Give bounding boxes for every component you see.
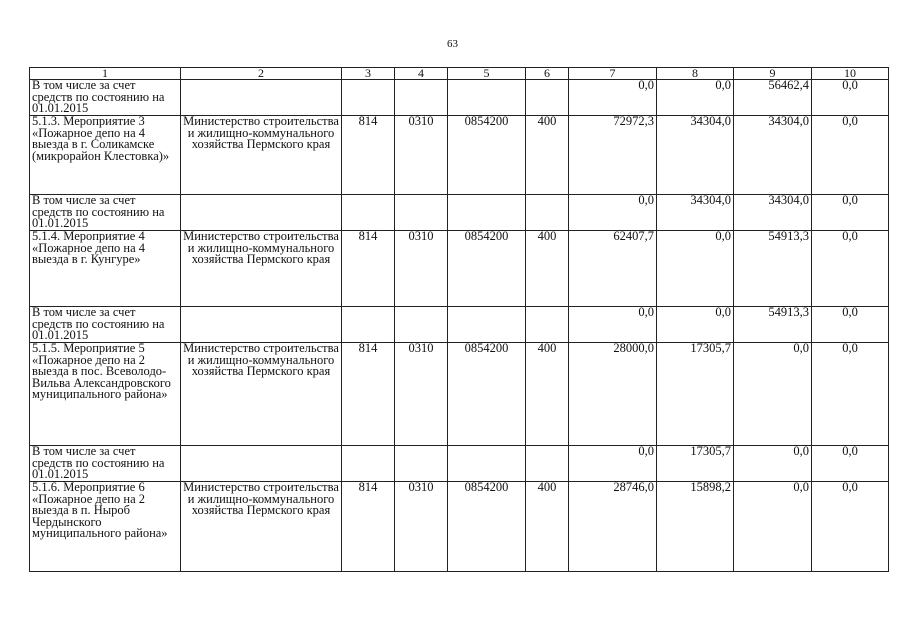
row-col-3: 814 [342,116,395,195]
column-header-3: 3 [342,68,395,80]
row-col-8: 17305,7 [657,343,734,446]
row-col-7: 28000,0 [569,343,657,446]
column-header-2: 2 [181,68,342,80]
budget-table [29,67,889,572]
table-row-measure-6 [30,482,889,572]
row-col-6 [526,446,569,482]
row-col-6: 400 [526,343,569,446]
row-col-5 [448,446,526,482]
row-col-5: 0854200 [448,116,526,195]
row-col-4 [395,195,448,231]
row-col-10: 0,0 [812,116,889,195]
row-col-4 [395,80,448,116]
row-col-9: 54913,3 [734,231,812,307]
column-header-8: 8 [657,68,734,80]
row-col-3 [342,446,395,482]
column-header-7: 7 [569,68,657,80]
column-header-10: 10 [812,68,889,80]
table-row-funding-note [30,446,889,482]
row-description: В том числе за счет средств по состоянию на 01.01.2015 [30,195,181,231]
row-col-5 [448,307,526,343]
row-col-8: 0,0 [657,231,734,307]
row-col-8: 15898,2 [657,482,734,572]
row-col-9: 0,0 [734,343,812,446]
row-col-5 [448,80,526,116]
row-col-8: 34304,0 [657,116,734,195]
table-row-measure-5 [30,343,889,446]
row-col-10: 0,0 [812,446,889,482]
row-col-4: 0310 [395,482,448,572]
row-description: 5.1.3. Мероприятие 3 «Пожарное депо на 4 выезда в г. Соликамске (микрорайон Клестовка)» [30,116,181,195]
row-col-9: 56462,4 [734,80,812,116]
row-description: В том числе за счет средств по состоянию на 01.01.2015 [30,446,181,482]
header-row [30,68,889,80]
row-description: 5.1.5. Мероприятие 5 «Пожарное депо на 2 выезда в пос. Всеволодо-Вильва Александровского муниципального района» [30,343,181,446]
row-col-3 [342,80,395,116]
row-executor: Министерство строительства и жилищно-коммунального хозяйства Пермского края [181,482,342,572]
row-executor: Министерство строительства и жилищно-коммунального хозяйства Пермского края [181,231,342,307]
row-col-3: 814 [342,343,395,446]
row-col-6: 400 [526,116,569,195]
row-description: 5.1.6. Мероприятие 6 «Пожарное депо на 2 выезда в п. Ныроб Чердынского муниципального района» [30,482,181,572]
row-col-10: 0,0 [812,195,889,231]
row-col-4 [395,446,448,482]
row-col-5: 0854200 [448,343,526,446]
row-executor [181,80,342,116]
row-col-3: 814 [342,482,395,572]
row-col-7: 0,0 [569,195,657,231]
row-col-8: 34304,0 [657,195,734,231]
page-number: 63 [447,38,458,50]
row-description: В том числе за счет средств по состоянию на 01.01.2015 [30,307,181,343]
row-col-10: 0,0 [812,80,889,116]
row-col-6: 400 [526,482,569,572]
row-col-7: 28746,0 [569,482,657,572]
row-description: 5.1.4. Мероприятие 4 «Пожарное депо на 4 выезда в г. Кунгуре» [30,231,181,307]
row-executor: Министерство строительства и жилищно-коммунального хозяйства Пермского края [181,343,342,446]
row-executor [181,307,342,343]
row-col-7: 0,0 [569,446,657,482]
row-col-3 [342,307,395,343]
row-executor [181,195,342,231]
row-col-6: 400 [526,231,569,307]
row-executor [181,446,342,482]
column-header-9: 9 [734,68,812,80]
row-col-9: 34304,0 [734,116,812,195]
row-col-4: 0310 [395,231,448,307]
table-row-funding-note [30,195,889,231]
row-col-5: 0854200 [448,231,526,307]
table-row-funding-note [30,307,889,343]
row-col-8: 0,0 [657,80,734,116]
row-col-10: 0,0 [812,482,889,572]
column-header-5: 5 [448,68,526,80]
row-col-7: 72972,3 [569,116,657,195]
row-col-6 [526,195,569,231]
table-row-measure-3 [30,116,889,195]
column-header-1: 1 [30,68,181,80]
row-col-5: 0854200 [448,482,526,572]
row-description: В том числе за счет средств по состоянию на 01.01.2015 [30,80,181,116]
row-col-4 [395,307,448,343]
row-col-8: 0,0 [657,307,734,343]
row-col-7: 0,0 [569,80,657,116]
table-row-funding-note [30,80,889,116]
row-col-9: 54913,3 [734,307,812,343]
column-header-4: 4 [395,68,448,80]
row-col-10: 0,0 [812,343,889,446]
column-header-6: 6 [526,68,569,80]
row-col-4: 0310 [395,116,448,195]
row-col-10: 0,0 [812,307,889,343]
row-col-3: 814 [342,231,395,307]
row-col-6 [526,307,569,343]
table-row-measure-4 [30,231,889,307]
row-col-9: 0,0 [734,446,812,482]
row-col-7: 0,0 [569,307,657,343]
row-col-8: 17305,7 [657,446,734,482]
row-col-9: 0,0 [734,482,812,572]
row-col-9: 34304,0 [734,195,812,231]
row-col-7: 62407,7 [569,231,657,307]
row-col-4: 0310 [395,343,448,446]
row-col-3 [342,195,395,231]
row-col-6 [526,80,569,116]
row-executor: Министерство строительства и жилищно-коммунального хозяйства Пермского края [181,116,342,195]
row-col-10: 0,0 [812,231,889,307]
row-col-5 [448,195,526,231]
